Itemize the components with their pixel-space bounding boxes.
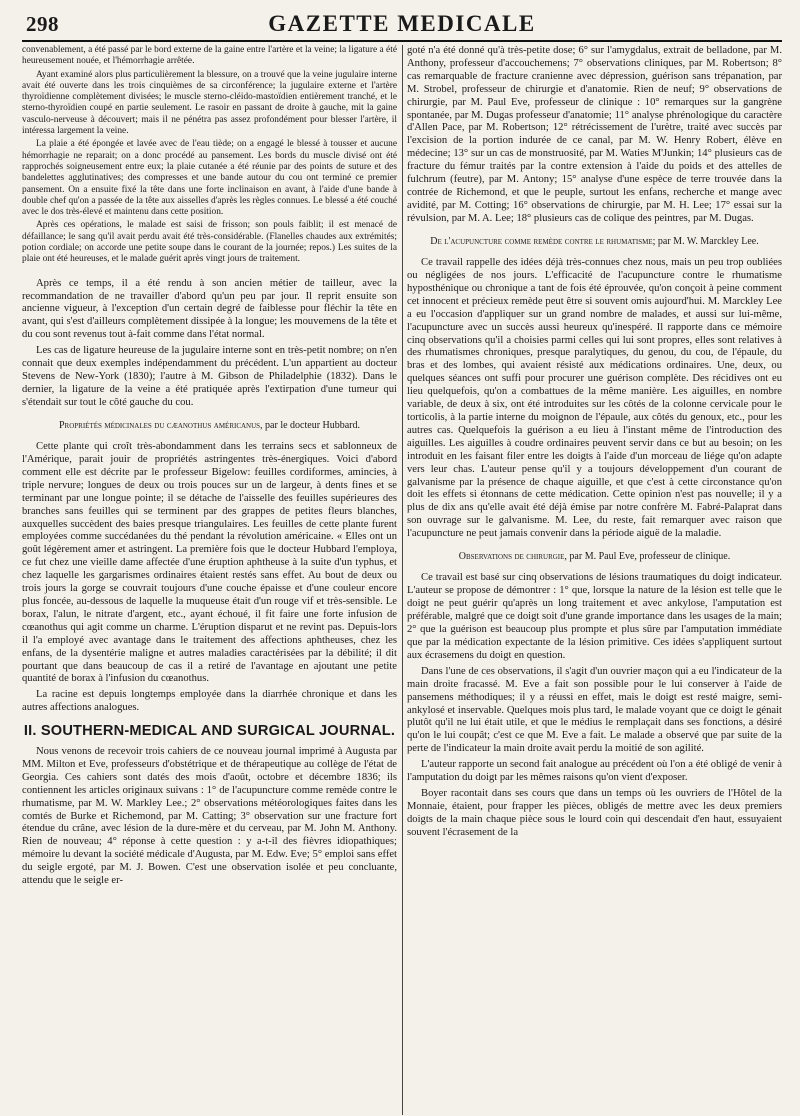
text-columns (22, 45, 782, 1115)
section-author: par M. Paul Eve, professeur de clinique. (569, 551, 731, 563)
paragraph: Nous venons de recevoir trois cahiers de ce nouveau journal imprimé à Augusta par MM. Milton et Eve, professeurs d'obstétrique et de thérapeutique au collège de l'état de Georgia. Ces cahiers sont datés des mois d'août, octobre et décembre 1836; ils contiennent les articles originaux suivans : 1° de l'acupuncture comme remède contre le rhumatisme, par M. W. Markley Lee.; 2° observations météorologiques faites dans les comtés de Burke et Richemond, par M. Catting; 3° observation sur une fracture fort étendue du crâne, avec lésion de la dure-mère et du cerveau, par M. John M. Anthony. Rien de nouveau; 4° réponse à cette question : y a-t-il des fièvres idiopathiques; mémoire lu devant la société médicale d'Augusta, par M. Edw. Eve; 5° emploi sans effet du seigle ergoté, par M. J. Bowen. C'est une observation isolée et peu concluante, attendu que le seigle er- (22, 746, 397, 887)
left-column (22, 45, 397, 1115)
paragraph: Ayant examiné alors plus particulièrement la blessure, on a trouvé que la veine jugulaire interne avait été ouverte dans les trois cinquièmes de sa circonférence; la jugulaire externe et l'artère thyroïdienne complètement divisées; le muscle sterno-cléido-mastoïdien entièrement tranché, et le sterno-thyroïdien coupé en partie seulement. Le rasoir en passant de droite à gauche, mit la gaine vasculo-nerveuse à découvert; mais il ne pénétra pas assez profondément pour blesser l'artère, il intéressa largement la veine. (22, 69, 397, 137)
page-header (22, 10, 782, 42)
journal-section-heading: II. SOUTHERN-MEDICAL AND SURGICAL JOURNAL. (23, 723, 396, 740)
paragraph: Boyer racontait dans ses cours que dans un temps où les ouvriers de l'Hôtel de la Monnaie, étaient, pour frapper les pièces, obligés de mettre avec les deux premiers doigts de la main chaque pièce sous le lourd coin qui descendait d'en haut, essuyaient souvent l'écrasement de la (407, 787, 782, 838)
paragraph: convenablement, a été passé par le bord externe de la gaine entre l'artère et la veine; la ligature a été heureusement nouée, et l'hémorrhagie arrêtée. (22, 45, 397, 67)
paragraph: La racine est depuis longtemps employée dans la diarrhée chronique et dans les autres affections analogues. (22, 689, 397, 714)
paragraph: Cette plante qui croît très-abondamment dans les terrains secs et sablonneux de l'Amérique, parait jouir de propriétés astringentes très-énergiques. Voici d'abord comment elle est décrite par le professeur Bigelow: feuilles cordiformes, amincies, à triple nervure; longues de deux ou trois pouces sur un de largeur, à dents fines et se terminant par une longue pointe; il se détache de l'aisselle des feuilles supérieures des branches sans feuilles qui se terminent par des grappes de petites fleurs blanches, auxquelles succèdent des baies presque triangulaires. Les feuilles de cette plante furent employées comme succédanées du thé pendant la révolution américaine. « Elles ont un goût légèrement amer et astringent. La première fois que le docteur Hubbard l'employa, ce fut chez une vieille dame affectée d'une éruption aphtheuse à la suite d'un typhus, et chez laquelle les gargarismes ordinaires étaient restés sans effet. Au bout de deux ou trois jours la gorge se couvrait toujours d'une couche épaisse et d'une couleur encore plus foncée, au-dessous de laquelle la muqueuse était d'un rouge vif et très-sensible. Le borax, l'alun, le nitrate d'argent, etc., ayant échoué, il fit faire une forte infusion de cœanothus qui agit comme un charme. L'éruption disparut et ne revint pas. Depuis-lors il l'a employé avec avantage dans le traitement des affections aphtheuses, chez les enfans, de la dysentérie maligne et autres maladies caractérisées par la débilité; il dit pourtant que dans beaucoup de cas il a retiré de l'avantage en ajoutant une petite quantité de borax à l'infusion du cœanothus. (22, 441, 397, 685)
paragraph: Ce travail est basé sur cinq observations de lésions traumatiques du doigt indicateur. L'auteur se propose de démontrer : 1° que, lorsque la nature de la lésion est telle que le doigt ne peut guérir qu'après un long traitement et avec ankylose, l'amputation est préférable, malgré que ce doigt soit d'une grande importance dans les usages de la main; 2° que la guérison est beaucoup plus prompte et plus sûre par l'amputation immédiate que par la médication expectante de la lésion primitive. Ces idées s'appliquent surtout aux écrasemens du doigt en question. (407, 572, 782, 661)
case-report-continuation (22, 45, 397, 266)
section-heading-acupuncture (411, 236, 778, 248)
paragraph: goté n'a été donné qu'à très-petite dose; 6° sur l'amygdalus, extrait de belladone, par M. Anthony, professeur d'accouchemens; 7° observations cliniques, par M. Robertson; 8° cas remarquable de fracture cranienne avec dépression, guérison sans trépanation, par M. Strobel, professeur de chirurgie et d'anatomie. Rien de neuf; 9° observations de chirurgie, par M. Paul Eve, professeur de clinique : 10° remarques sur la gangrène spontanée, par M. Dugas professeur d'anatomie; 11° analyse phrénologique du caractère d'Allen Pace, par M. Robertson; 12° rétrécissement de l'urètre, traité avec succès par l'excision de la portion indurée de ce canal, par M. W. Henry Robert, élève en médecine; 13° sur un cas de monstruosité, par M. Waties M'Junkin; 14° plusieurs cas de fracture du fémur traités par la contre extension à l'aide du poids et des attelles de fulchrum (feutre), par M. Antony; 15° analyse d'une espèce de terre trouvée dans la contrée de Richemond, et que le peuple, surtout les enfans, recherche et mange avec avidité, par M. Cotting; 16° observations de chirurgie, par M. H. Lee; 17° essai sur la révulsion, par M. A. Lee; 18° plusieurs cas de colique des peintres, par M. Dugas. (407, 45, 782, 224)
section-title: Observations de chirurgie, (458, 551, 567, 563)
right-column (407, 45, 782, 1115)
section-author: par M. W. Marckley Lee. (657, 235, 759, 247)
section-heading-chirurgie (411, 551, 778, 563)
paragraph: Après ce temps, il a été rendu à son ancien métier de tailleur, avec la recommandation de ne travailler d'abord qu'un peu par jour. Il reprit ensuite son ancienne vigueur, à l'exception d'un certain degré de faiblesse pour fléchir la tête en avant, qui s'est d'ailleurs complètement dissipée à la longue; les mouvemens de la tête et du cou sont revenus tout à-fait comme dans l'état normal. (22, 277, 397, 341)
journal-title: GAZETTE MEDICALE (268, 11, 536, 36)
section-title: De l'acupuncture comme remède contre le rhumatisme; (430, 235, 656, 247)
column-divider (402, 45, 403, 1115)
paragraph: Les cas de ligature heureuse de la jugulaire interne sont en très-petit nombre; on n'en connait que deux exemples indépendamment du précédent. L'un appartient au docteur Stevens de New-York (1830); l'autre à M. Gibson de Philadelphie (1832). Dans le dernier, la ligature de la veine a été pratiquée après l'extirpation d'une tumeur qui s'étendait sur tout le côté gauche du cou. (22, 345, 397, 408)
paragraph: Après ces opérations, le malade est saisi de frisson; son pouls faiblit; il est menacé de défaillance; le sang qu'il avait perdu avait été très-considérable. (Flanelles chaudes aux extrémités; potion cordiale; on accorde une petite soupe dans le courant de la journée; repos.) Les suites de la plaie ont été heureuses, et le malade guérit après vingt jours de traitement. (22, 220, 397, 265)
page-number: 298 (26, 12, 59, 36)
section-author: par le docteur Hubbard. (265, 419, 361, 431)
section-heading-ceanothus (26, 420, 393, 432)
section-title: Propriétés médicinales du cæanothus américanus, (58, 419, 263, 431)
paragraph: Dans l'une de ces observations, il s'agit d'un ouvrier maçon qui a eu l'indicateur de la main droite fracassé. M. Eve a fait son possible pour le lui conserver à l'aide de pansemens méthodiques; il y a réussi en effet, mais le doigt est resté maigre, semi-ankylosé et inservable. Quelques mois plus tard, le malade voyant que ce doigt le génait plutôt qu'il ne lui était utile, et que le médius le remplaçait dans ses fonctions, a désiré qu'on le lui coupât; c'est ce que M. Eve a fait. Le malade a observé que par suite de la perte de l'indicateur la main droite avait perdu la moitié de son agilité. (407, 665, 782, 755)
paragraph: L'auteur rapporte un second fait analogue au précédent où l'on a été obligé de venir à l'amputation du doigt par les mêmes raisons qu'on vient d'exposer. (407, 759, 782, 784)
paragraph: La plaie a été épongée et lavée avec de l'eau tiède; on a engagé le blessé à tousser et aucune hémorrhagie ne reparait; on a donc procédé au pansement. Les bords du muscle divisé ont été rapprochés soigneusement entre eux; la plaie cutanée a été réunie par des points de suture et des bandelettes agglutinatives; des compresses et une bande autour du cou ont terminé ce premier pansement. On a ensuite fixé la tête dans une forte inclinaison en avant, à l'aide d'une bande à double chef qu'on a passée de la tête aux aisselles d'après les règles connues. Le blessé a été couché avec le dos très-élevé et maintenu dans cette position. (22, 139, 397, 218)
paragraph: Ce travail rappelle des idées déjà très-connues chez nous, mais un peu trop oubliées ou négligées de nos jours. L'efficacité de l'acupuncture contre le rhumatisme hyposthénique ou chronique a tant de fois été éprouvée, qu'on conçoit à peine comment cet innocent et précieux remède peut être si souvent omis aujourd'hui. M. Marckley Lee a eu l'occasion d'appliquer sur un grand nombre de malades, et aussi sur lui-même, l'acupuncture avec un succès aussi heureux qu'inespéré. Il rapporte dans ce mémoire cinq observations qu'il a choisies parmi celles qui lui sont propres, elles sont relatives à des rhumatismes chroniques, presque paralytiques, du genou, du cou, de l'épaule, du bras et des lombes, qui avaient résisté aux médications ordinaires. Une, deux, ou quelques séances ont suffi pour procurer une guérison complète. Des récidives ont eu lieu quelquefois, qu'on a combattues de la même manière. Les aiguilles, en nombre variable, de deux à six, ont été introduites sur les côtés de la colonne cervicale pour le torticolis, à la partie interne du moignon de l'épaule, aux côtés du genoux, etc., pour les autres cas. Quelquefois la guérison a eu lieu à l'instant même de l'introduction des aiguilles. Les aiguilles à coudre ordinaires peuvent servir dans ce but au besoin; on les introduit en les faisant filer entre les doigts à l'aide d'un morceau de liége qu'on adapte vers leur chas. L'auteur pense qu'il y a toujours développement d'un courant de galvanisme par la présence de chaque aiguille, et que c'est à cette circonstance qu'on doit les effets si étonnans de cette médication. Cette opinion n'est pas nouvelle; il y a plus de dix ans qu'elle avait été déjà émise par notre confrère M. Fabré-Palaprat dans son ouvrage sur le galvanisme. M. Lee, du reste, fait remarquer avec raison que l'acupuncture ne peut jamais convenir dans la période aiguë de la maladie. (407, 257, 782, 540)
